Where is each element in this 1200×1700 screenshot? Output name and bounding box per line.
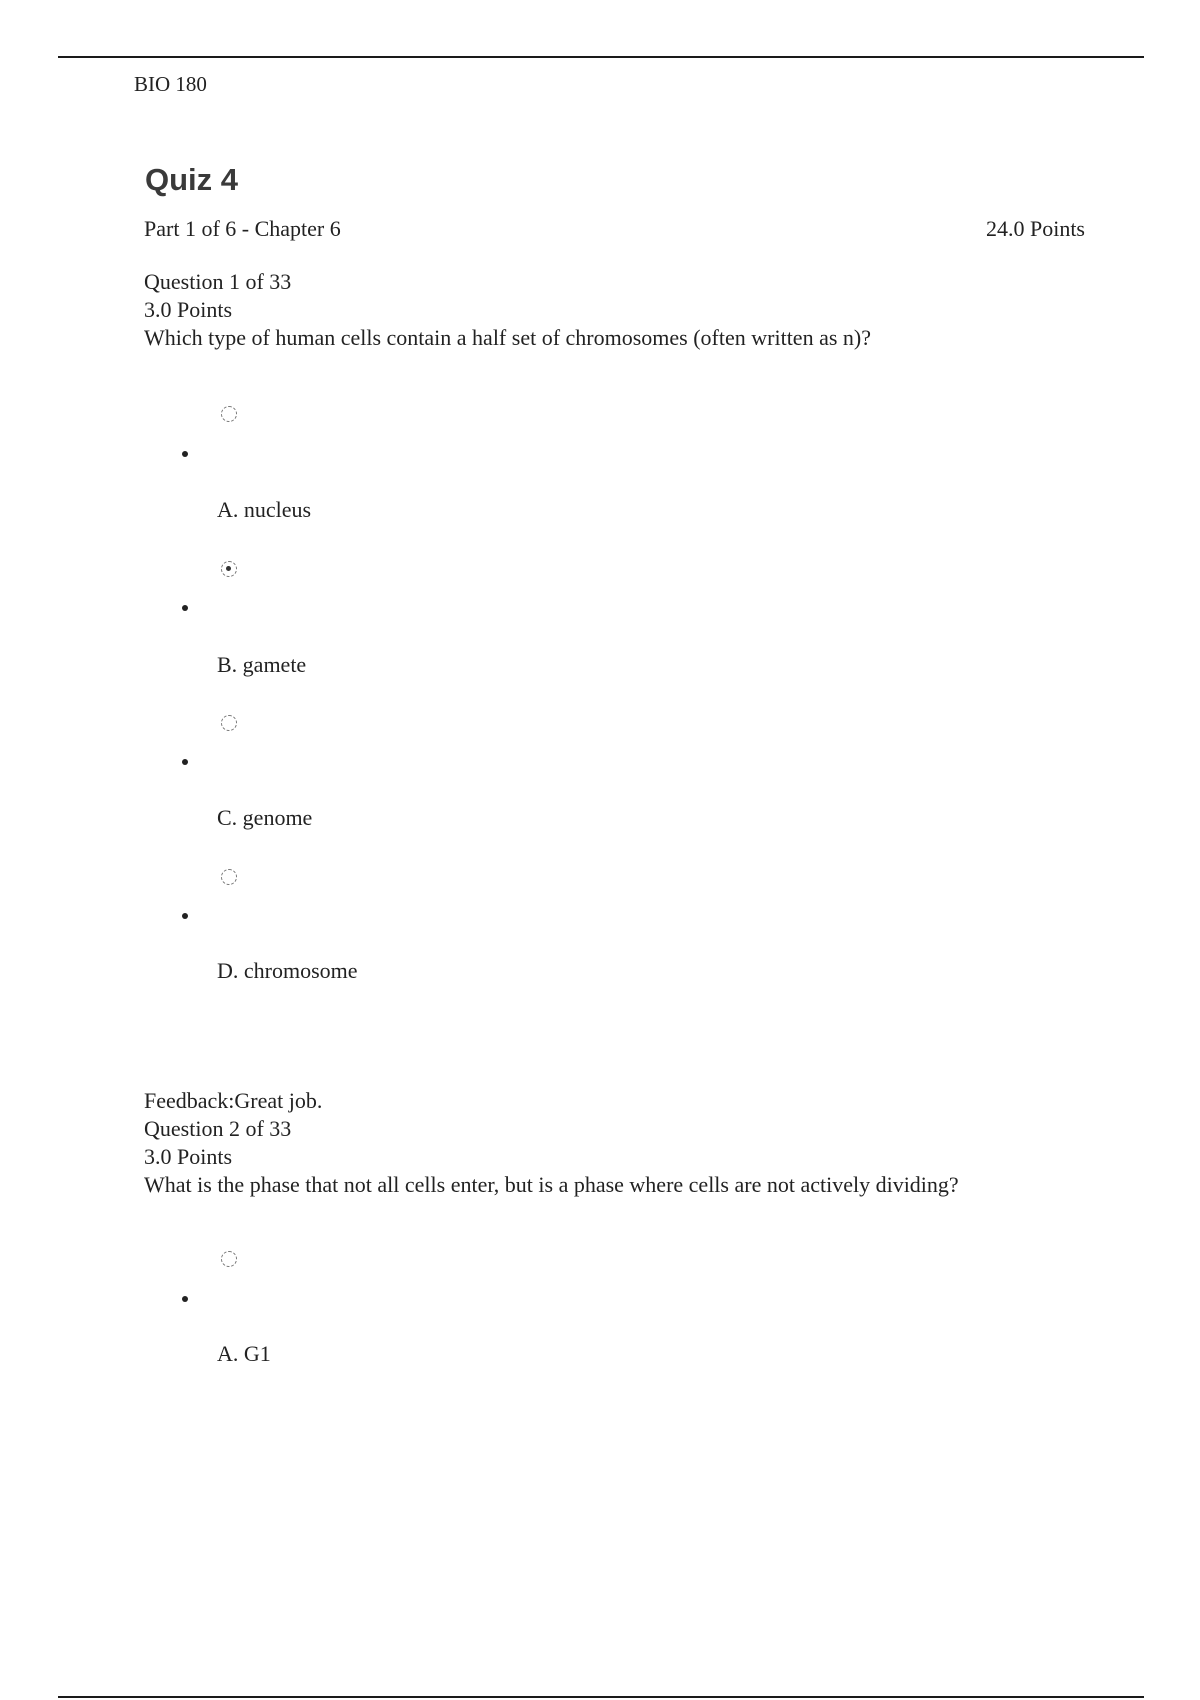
question-2: [144, 1087, 959, 1199]
part-points: 24.0 Points: [985, 216, 1085, 241]
list-bullet: [182, 1296, 188, 1302]
option-c-label[interactable]: C. genome: [217, 805, 313, 830]
question-points: 3.0 Points: [144, 297, 233, 322]
option-c-radio[interactable]: [221, 715, 237, 731]
list-bullet: [182, 759, 188, 765]
course-code: BIO 180: [134, 72, 207, 96]
question-points: 3.0 Points: [144, 1144, 233, 1169]
option-a-radio[interactable]: [221, 406, 237, 422]
question-number: Question 1 of 33: [144, 269, 292, 294]
option-b-label[interactable]: B. gamete: [217, 652, 307, 677]
option-a-label[interactable]: A. nucleus: [217, 497, 312, 522]
option-b-radio[interactable]: [221, 561, 237, 577]
bottom-rule: [58, 1696, 1144, 1698]
question-number: Question 2 of 33: [144, 1116, 292, 1141]
question-text: Which type of human cells contain a half set of chromosomes (often written as n)?: [144, 325, 871, 350]
top-rule: [58, 56, 1144, 58]
question-text: What is the phase that not all cells enter, but is a phase where cells are not actively dividing?: [144, 1172, 959, 1197]
list-bullet: [182, 451, 188, 457]
option-a-label[interactable]: A. G1: [217, 1341, 271, 1366]
feedback-text: Feedback:Great job.: [144, 1088, 323, 1113]
list-bullet: [182, 605, 188, 611]
part-label: Part 1 of 6 - Chapter 6: [144, 216, 341, 241]
page-title: Quiz 4: [145, 162, 239, 197]
option-d-radio[interactable]: [221, 869, 237, 885]
question-1: [144, 268, 871, 352]
option-d-label[interactable]: D. chromosome: [217, 958, 358, 983]
list-bullet: [182, 913, 188, 919]
option-a-radio[interactable]: [221, 1251, 237, 1267]
